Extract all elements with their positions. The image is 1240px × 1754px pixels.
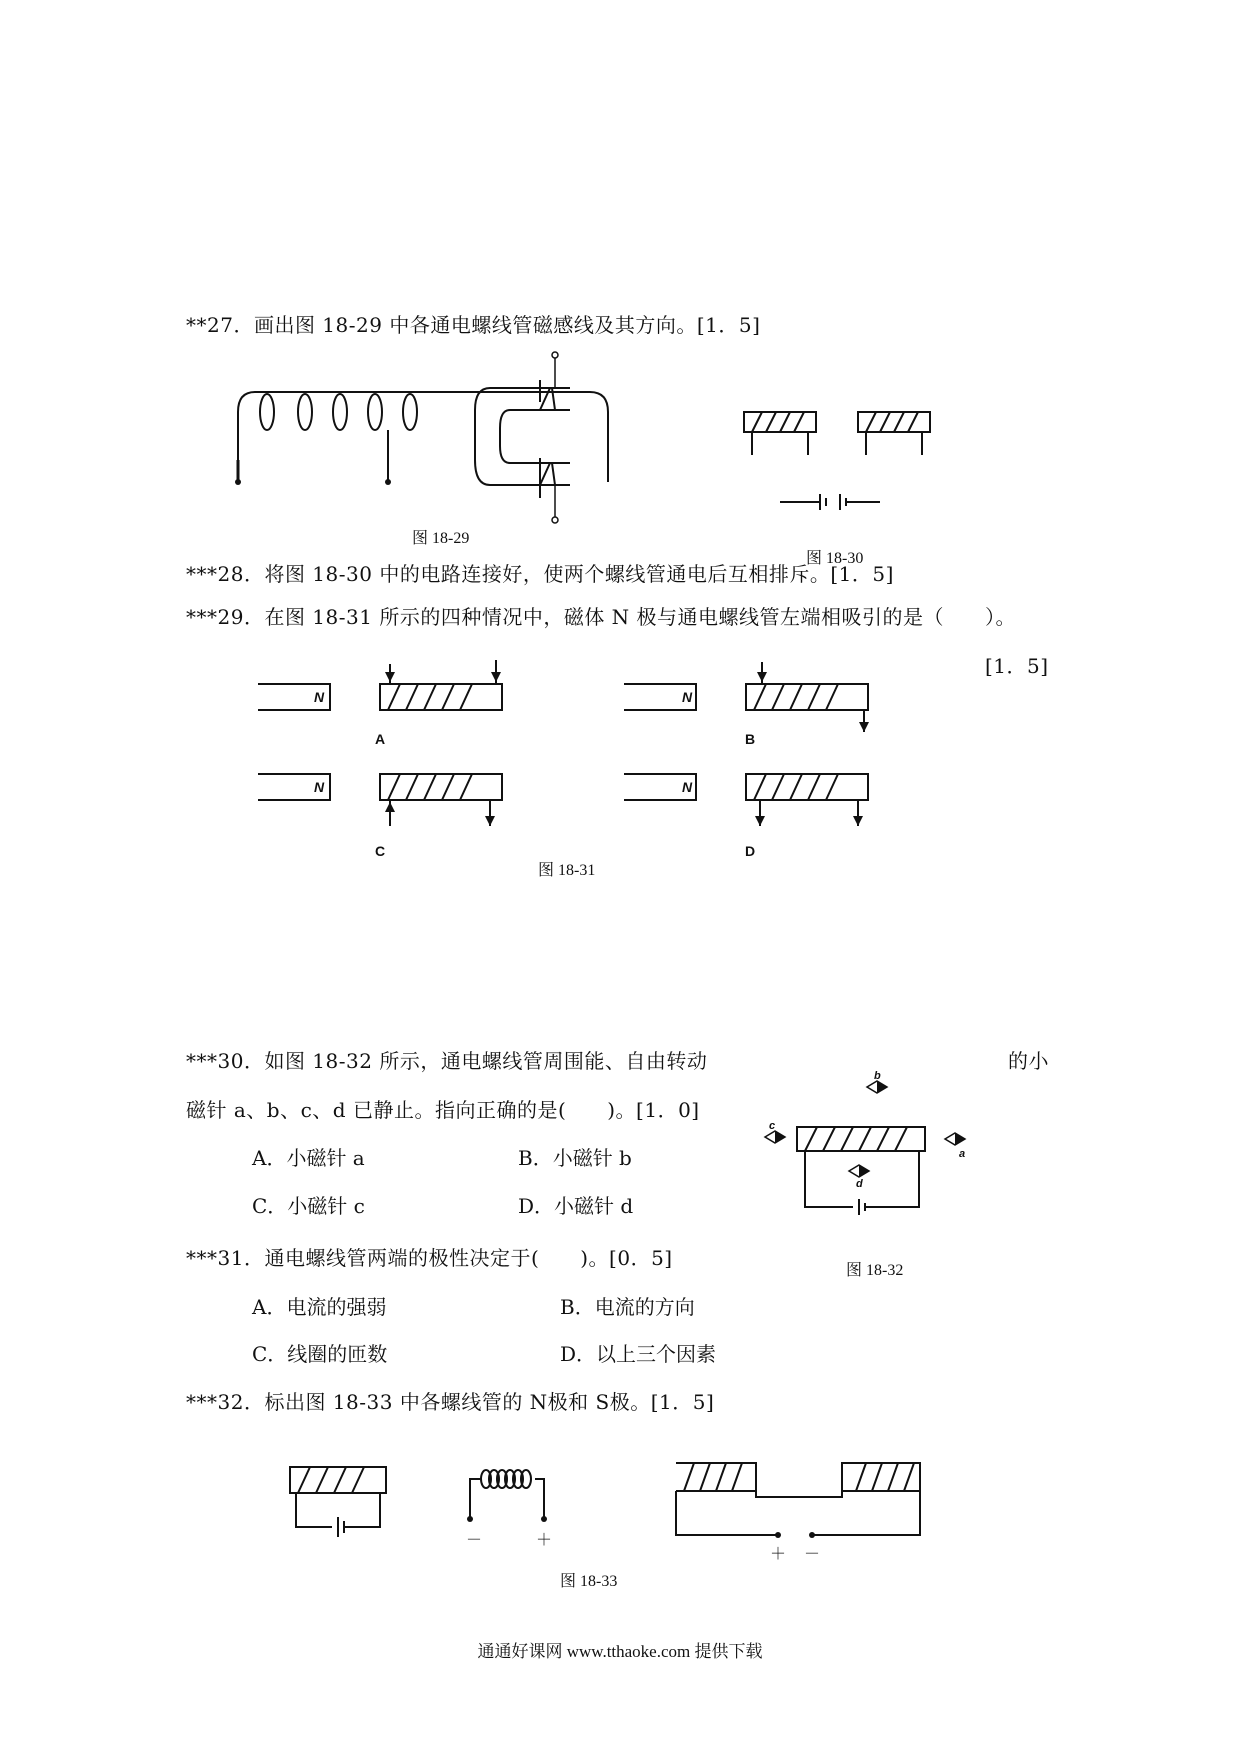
q31-option-b: B．电流的方向	[560, 1295, 695, 1319]
figure-18-33-caption: 图 18-33	[560, 1573, 618, 1590]
q30-option-a: A．小磁针 a	[252, 1146, 365, 1170]
figure-18-31	[250, 650, 890, 870]
q27-text: **27．画出图 18-29 中各通电螺线管磁感线及其方向。[1．5]	[186, 313, 761, 337]
needle-label-d: d	[856, 1178, 863, 1190]
q31-option-c: C．线圈的匝数	[252, 1342, 388, 1366]
pole-label: N	[314, 779, 325, 795]
q30-line2: 磁针 a、b、c、d 已静止。指向正确的是( )。[1．0]	[186, 1098, 700, 1122]
q31-option-d: D．以上三个因素	[560, 1342, 717, 1366]
option-label: C	[375, 843, 386, 859]
figure-18-33	[280, 1455, 930, 1565]
pole-label: N	[682, 689, 693, 705]
figure-18-31-caption: 图 18-31	[538, 862, 596, 879]
needle-label-b: b	[874, 1070, 881, 1082]
q30-line1-end: 的小	[1008, 1049, 1049, 1073]
figure-18-32	[755, 1070, 995, 1235]
page-footer: 通通好课网 www.tthaoke.com 提供下载	[477, 1642, 763, 1661]
q29-score: [1．5]	[985, 654, 1049, 678]
q28-text: ***28．将图 18-30 中的电路连接好，使两个螺线管通电后互相排斥。[1．5]	[186, 562, 894, 586]
terminal-sign: ＋	[536, 1532, 553, 1549]
figure-18-32-caption: 图 18-32	[846, 1262, 904, 1279]
q30-option-b: B．小磁针 b	[518, 1146, 632, 1170]
q30-option-d: D．小磁针 d	[518, 1194, 634, 1218]
q31-text: ***31．通电螺线管两端的极性决定于( )。[0．5]	[186, 1246, 673, 1270]
q32-text: ***32．标出图 18-33 中各螺线管的 N极和 S极。[1．5]	[186, 1390, 715, 1414]
option-label: D	[745, 843, 756, 859]
figure-18-29-caption: 图 18-29	[412, 530, 470, 547]
needle-label-c: c	[769, 1120, 776, 1132]
pole-label: N	[682, 779, 693, 795]
terminal-sign: ＋	[770, 1546, 787, 1563]
q30-option-c: C．小磁针 c	[252, 1194, 365, 1218]
terminal-sign: －	[804, 1546, 821, 1563]
figure-18-29	[220, 350, 640, 540]
needle-label-a: a	[959, 1148, 966, 1160]
pole-label: N	[314, 689, 325, 705]
q29-text: ***29．在图 18-31 所示的四种情况中，磁体 N 极与通电螺线管左端相吸引的是（ ）。	[186, 605, 1017, 629]
q30-line1: ***30．如图 18-32 所示，通电螺线管周围能、自由转动	[186, 1049, 708, 1073]
figure-18-30-caption: 图 18-30	[806, 550, 864, 567]
option-label: A	[375, 731, 386, 747]
figure-18-30	[740, 390, 980, 520]
terminal-sign: －	[466, 1532, 483, 1549]
option-label: B	[745, 731, 756, 747]
q31-option-a: A．电流的强弱	[252, 1295, 387, 1319]
